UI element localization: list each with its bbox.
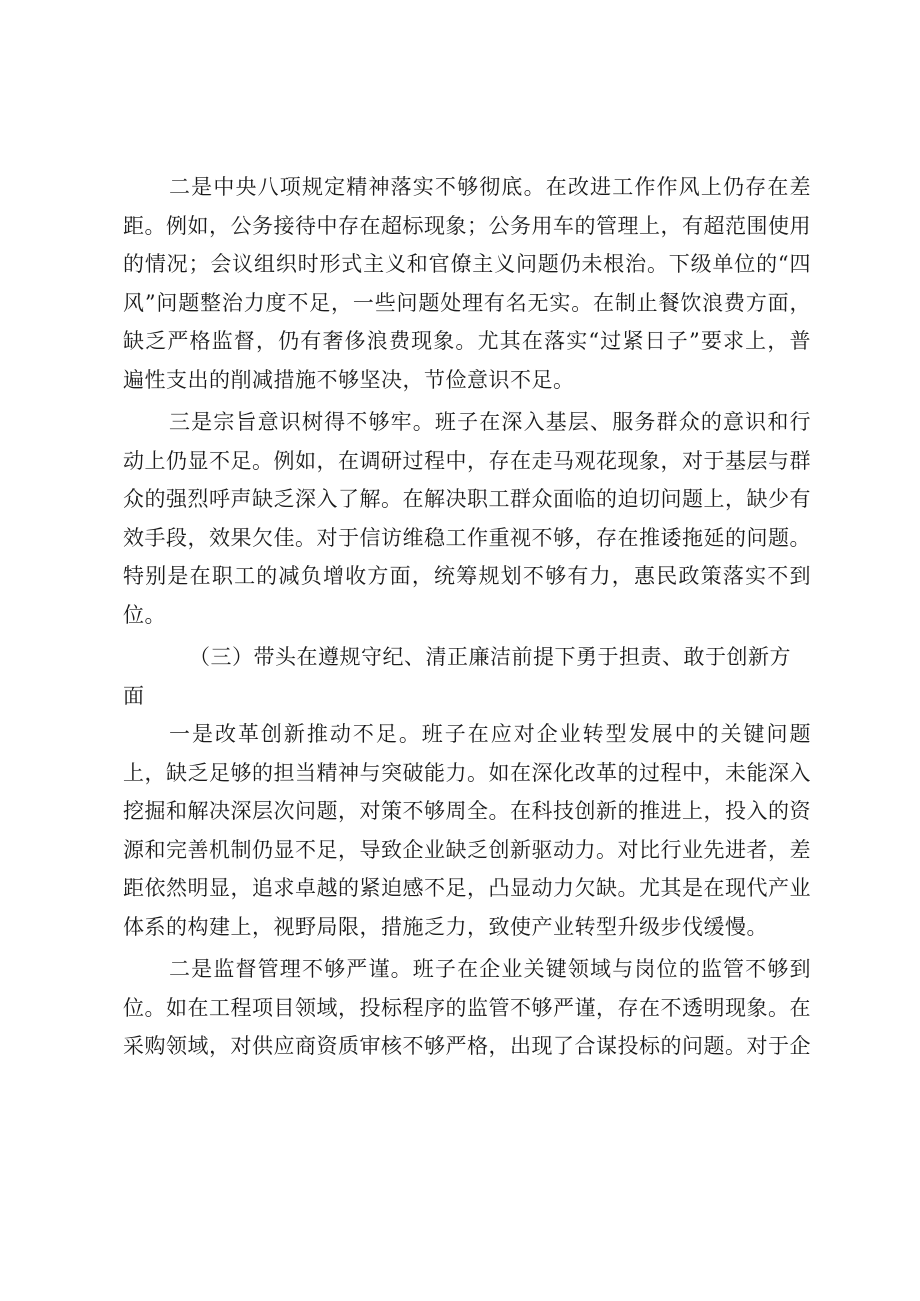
- document-body: [123, 168, 811, 1070]
- section-heading-three: （三）带头在遵规守纪、清正廉洁前提下勇于担责、敢于创新方面: [123, 645, 791, 708]
- paragraph-supervision-management: 二是监督管理不够严谨。班子在企业关键领域与岗位的监管不够到位。如在工程项目领域，投标程序的监管不够严谨，存在不透明现象。在采购领域，对供应商资质审核不够严格，出现了合谋投标的问题。对于企: [123, 957, 811, 1058]
- paragraph-reform-innovation: 一是改革创新推动不足。班子在应对企业转型发展中的关键问题上，缺乏足够的担当精神与突破能力。如在深化改革的过程中，未能深入挖掘和解决深层次问题，对策不够周全。在科技创新的推进上，投入的资源和完善机制仍显不足，导致企业缺乏创新驱动力。对比行业先进者，差距依然明显，追求卓越的紧迫感不足，凸显动力欠缺。尤其是在现代产业体系的构建上，视野局限，措施乏力，致使产业转型升级步伐缓慢。: [123, 722, 811, 939]
- paragraph-central-eight-rules: 二是中央八项规定精神落实不够彻底。在改进工作作风上仍存在差距。例如，公务接待中存在超标现象；公务用车的管理上，有超范围使用的情况；会议组织时形式主义和官僚主义问题仍未根治。下级单位的“四风”问题整治力度不足，一些问题处理有名无实。在制止餐饮浪费方面，缺乏严格监督，仍有奢侈浪费现象。尤其在落实“过紧日子”要求上，普遍性支出的削减措施不够坚决，节俭意识不足。: [123, 175, 811, 392]
- paragraph-purpose-awareness: 三是宗旨意识树得不够牢。班子在深入基层、服务群众的意识和行动上仍显不足。例如，在调研过程中，存在走马观花现象，对于基层与群众的强烈呼声缺乏深入了解。在解决职工群众面临的迫切问题上，缺少有效手段，效果欠佳。对于信访维稳工作重视不够，存在推诿拖延的问题。特别是在职工的减负增收方面，统筹规划不够有力，惠民政策落实不到位。: [123, 410, 811, 627]
